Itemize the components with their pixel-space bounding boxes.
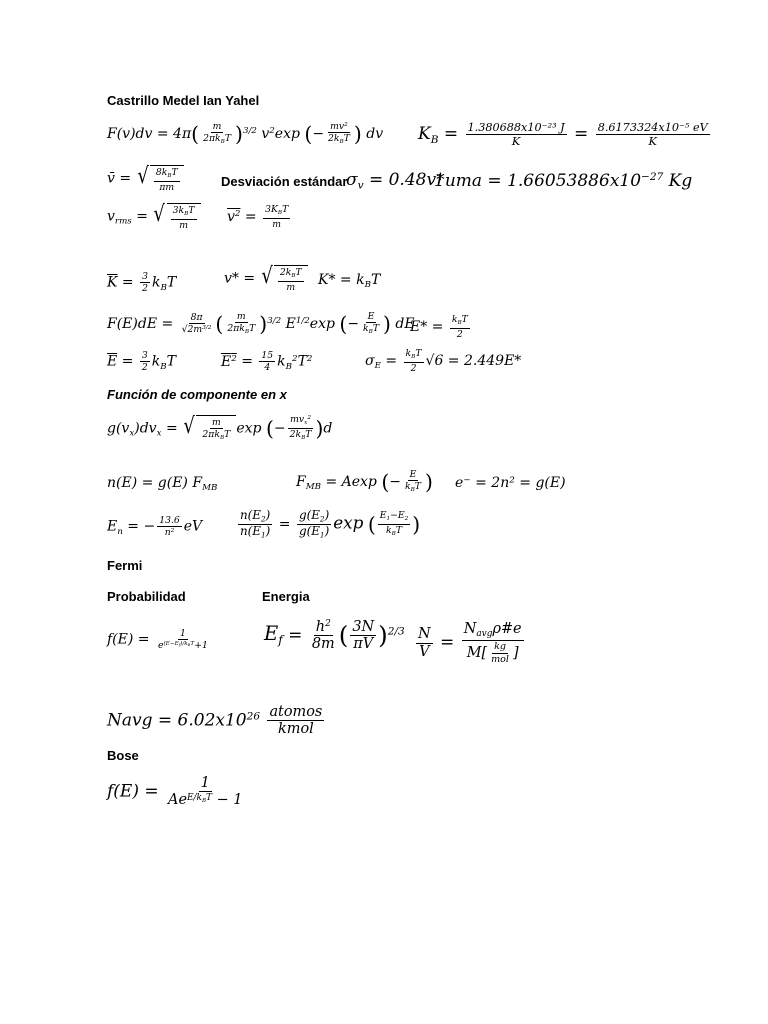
atomic-mass-unit: $1uma = 1.66053886x10^{-27}$ Kg [434,170,693,191]
mean-square-energy: $E^2$ = $\frac{15}{4}$ $k_B^2T^2$ [221,350,313,374]
mean-speed: v̄ = √ $\frac{8k_BT}{\pi m}$ [107,165,184,192]
rms-speed: $v_{rms}$ = √ $\frac{3k_BT}{m}$ [107,203,201,230]
maxwell-boltzmann-factor: $F_{MB} = Aexp$ (− $\frac{E}{k_BT}$ ) [296,469,433,494]
maxwell-speed-distribution: F(v)dv = 4π( $\frac{m}{2\pi k_BT}$ )$^{3/2}$ $v^2\exp$ (− $\frac{mv^2}{2k_BT}$ ) dv [107,121,384,146]
most-probable-energy-k: $K* = k_BT$ [318,272,381,291]
fermi-label: Fermi [107,558,143,573]
mean-square-speed: $v^2$ = $\frac{3K_BT}{m}$ [227,204,289,230]
energy-std-deviation: $\sigma_E$ = $\frac{k_BT}{2}$ √6 = 2.449E* [365,348,522,374]
probability-label: Probabilidad [107,589,186,604]
x-component-heading: Función de componente en x [107,387,287,402]
hydrogen-energy-levels: $E_n$ = − $\frac{13.6}{n^2}$ eV [107,515,203,539]
energy-distribution: F(E)dE = $\frac{8\pi}{√2m^{3/2}}$ ( $\frac{m}{2\pi k_BT}$ )$^{3/2}$ $E^{1/2}\exp$ (− $\frac{E}{k_BT}$ ) dE [107,311,415,336]
population-ratio: $\frac{n(E_2)}{n(E_1)}$ = $\frac{g(E_2)}{g(E_1)}$ exp ( $\frac{E_1-E_2}{k_BT}$ ) [240,508,421,540]
number-density: $\frac{N}{V}$ = $N_{avg}\rho\#e$ M[ $\frac{kg}{\text{mol}}$ ] [418,621,522,665]
author-name: Castrillo Medel Ian Yahel [107,93,260,108]
energy-label: Energia [262,589,310,604]
x-component-distribution: $g(v_x)dv_x$ = √ $\frac{m}{2\pi k_BT}$ exp (− $\frac{mv_x^2}{2k_BT}$ )d [107,413,333,442]
most-probable-speed: v* = √ $\frac{2k_BT}{m}$ [224,265,308,292]
most-probable-energy: E* = $\frac{k_BT}{2}$ [410,314,468,340]
bose-label: Bose [107,748,139,763]
electron-degeneracy: e⁻ = 2n² = g(E) [455,475,566,491]
std-deviation-label: Desviación estándar [221,174,348,189]
occupation-number: n(E) = g(E) $F_{MB}$ [107,475,218,494]
boltzmann-constant: $K_B$ = $\frac{\text{1.380688x10⁻²³ J}}{K}$ = $\frac{\text{8.6173324x10⁻⁵ eV}}{K}$ [418,121,708,149]
fermi-dirac-distribution: f(E) = $\frac{1}{e^{(E-E_f)/k_BT}+1}$ [107,628,208,652]
fermi-energy: $E_f$ = $\frac{h^2}{8m}$ ( $\frac{3N}{\pi V}$ )$^{2/3}$ [264,619,405,653]
bose-einstein-distribution: f(E) = $\frac{1}{Ae^{E/k_BT} - 1}$ [107,775,243,809]
mean-kinetic-energy: $\overline{K}$ = $\frac{3}{2}$ $k_BT$ [107,271,177,295]
avogadro-number: Navg = $6.02x10^{26}$ $\frac{\text{atomos}}{\text{kmol}}$ [107,704,323,738]
mean-energy: $\overline{E}$ = $\frac{3}{2}$ $k_BT$ [107,350,176,374]
speed-std-deviation: $\sigma_v = 0.48v*$ [346,170,445,192]
